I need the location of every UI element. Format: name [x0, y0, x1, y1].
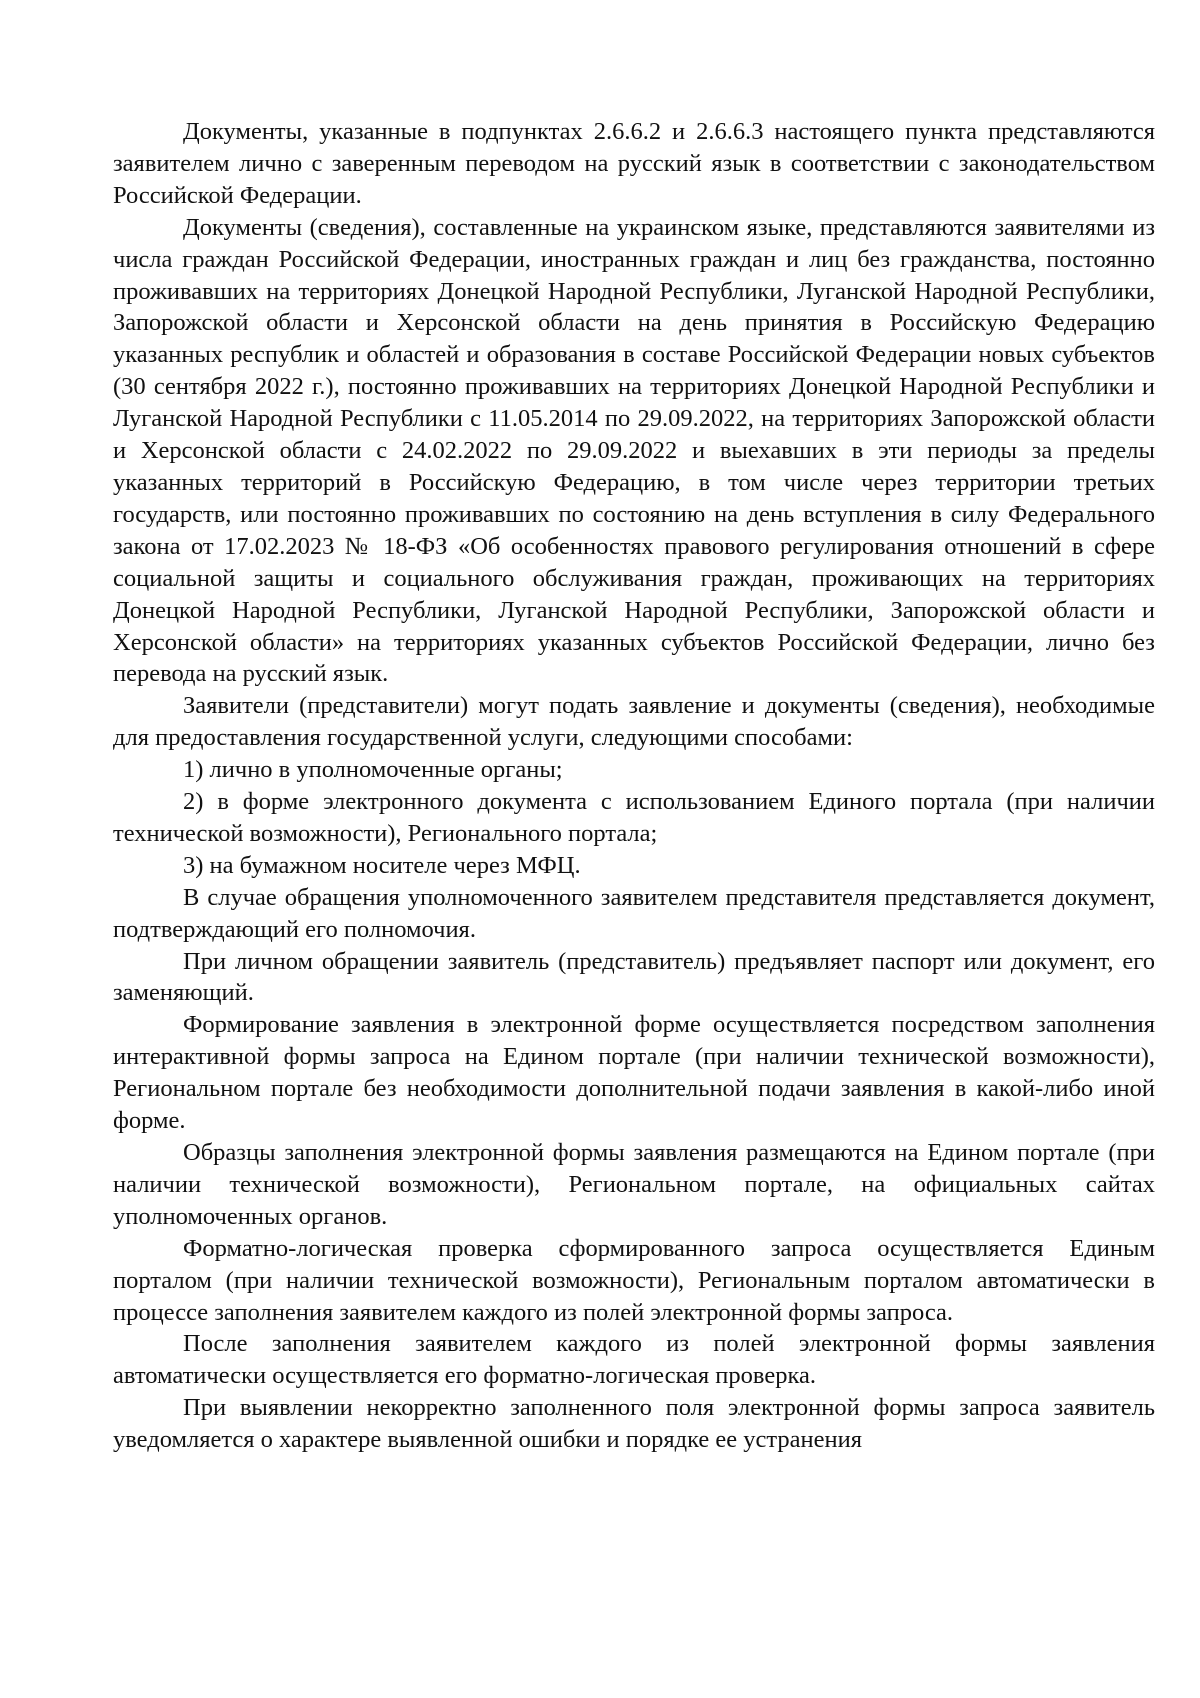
- paragraph-ukrainian-documents: Документы (сведения), составленные на украинском языке, представляются заявителями из числа граждан Российской Федерации, иностранных граждан и лиц без гражданства, постоянно проживавших на территориях Донецкой Народной Республики, Луганской Народной Республики, Запорожской области и Херсонской области на день принятия в Российскую Федерацию указанных республик и областей и образования в составе Российской Федерации новых субъектов (30 сентября 2022 г.), постоянно проживавших на территориях Донецкой Народной Республики и Луганской Народной Республики с 11.05.2014 по 29.09.2022, на территориях Запорожской области и Херсонской области с 24.02.2022 по 29.09.2022 и выехавших в эти периоды за пределы указанных территорий в Российскую Федерацию, в том числе через территории третьих государств, или постоянно проживавших по состоянию на день вступления в силу Федерального закона от 17.02.2023 № 18-ФЗ «Об особенностях правового регулирования отношений в сфере социальной защиты и социального обслуживания граждан, проживающих на территориях Донецкой Народной Республики, Луганской Народной Республики, Запорожской области и Херсонской области» на территориях указанных субъектов Российской Федерации, лично без перевода на русский язык.: [113, 213, 1155, 688]
- paragraph-error-notification: При выявлении некорректно заполненного поля электронной формы запроса заявитель уведомляется о характере выявленной ошибки и порядке ее устранения: [113, 1394, 1155, 1454]
- list-item-electronic: 2) в форме электронного документа с использованием Единого портала (при наличии технической возможности), Регионального портала;: [113, 788, 1155, 847]
- paragraph-submission-methods: Заявители (представители) могут подать заявление и документы (сведения), необходимые для предоставления государственной услуги, следующими способами:: [113, 692, 1155, 752]
- paragraph-form-samples: Образцы заполнения электронной формы заявления размещаются на Едином портале (при наличии технической возможности), Региональном портале, на официальных сайтах уполномоченных органов.: [113, 1139, 1155, 1230]
- document-body: [113, 116, 1155, 1456]
- paragraph-auto-check: После заполнения заявителем каждого из полей электронной формы заявления автоматически осуществляется его форматно-логическая проверка.: [113, 1330, 1155, 1390]
- paragraph-format-check: Форматно-логическая проверка сформированного запроса осуществляется Единым порталом (при наличии технической возможности), Региональным порталом автоматически в процессе заполнения заявителем каждого из полей электронной формы запроса.: [113, 1234, 1155, 1326]
- list-item-paper-mfc: 3) на бумажном носителе через МФЦ.: [183, 851, 581, 879]
- paragraph-passport: При личном обращении заявитель (представитель) предъявляет паспорт или документ, его заменяющий.: [113, 947, 1155, 1007]
- paragraph-translation-requirement: Документы, указанные в подпунктах 2.6.6.2 и 2.6.6.3 настоящего пункта представляются заявителем лично с заверенным переводом на русский язык в соответствии с законодательством Российской Федерации.: [113, 118, 1155, 209]
- paragraph-electronic-form: Формирование заявления в электронной форме осуществляется посредством заполнения интерактивной формы запроса на Едином портале (при наличии технической возможности), Региональном портале без необходимости дополнительной подачи заявления в какой-либо иной форме.: [113, 1011, 1155, 1135]
- list-item-in-person: 1) лично в уполномоченные органы;: [183, 756, 563, 784]
- paragraph-representative: В случае обращения уполномоченного заявителем представителя представляется документ, подтверждающий его полномочия.: [113, 883, 1155, 943]
